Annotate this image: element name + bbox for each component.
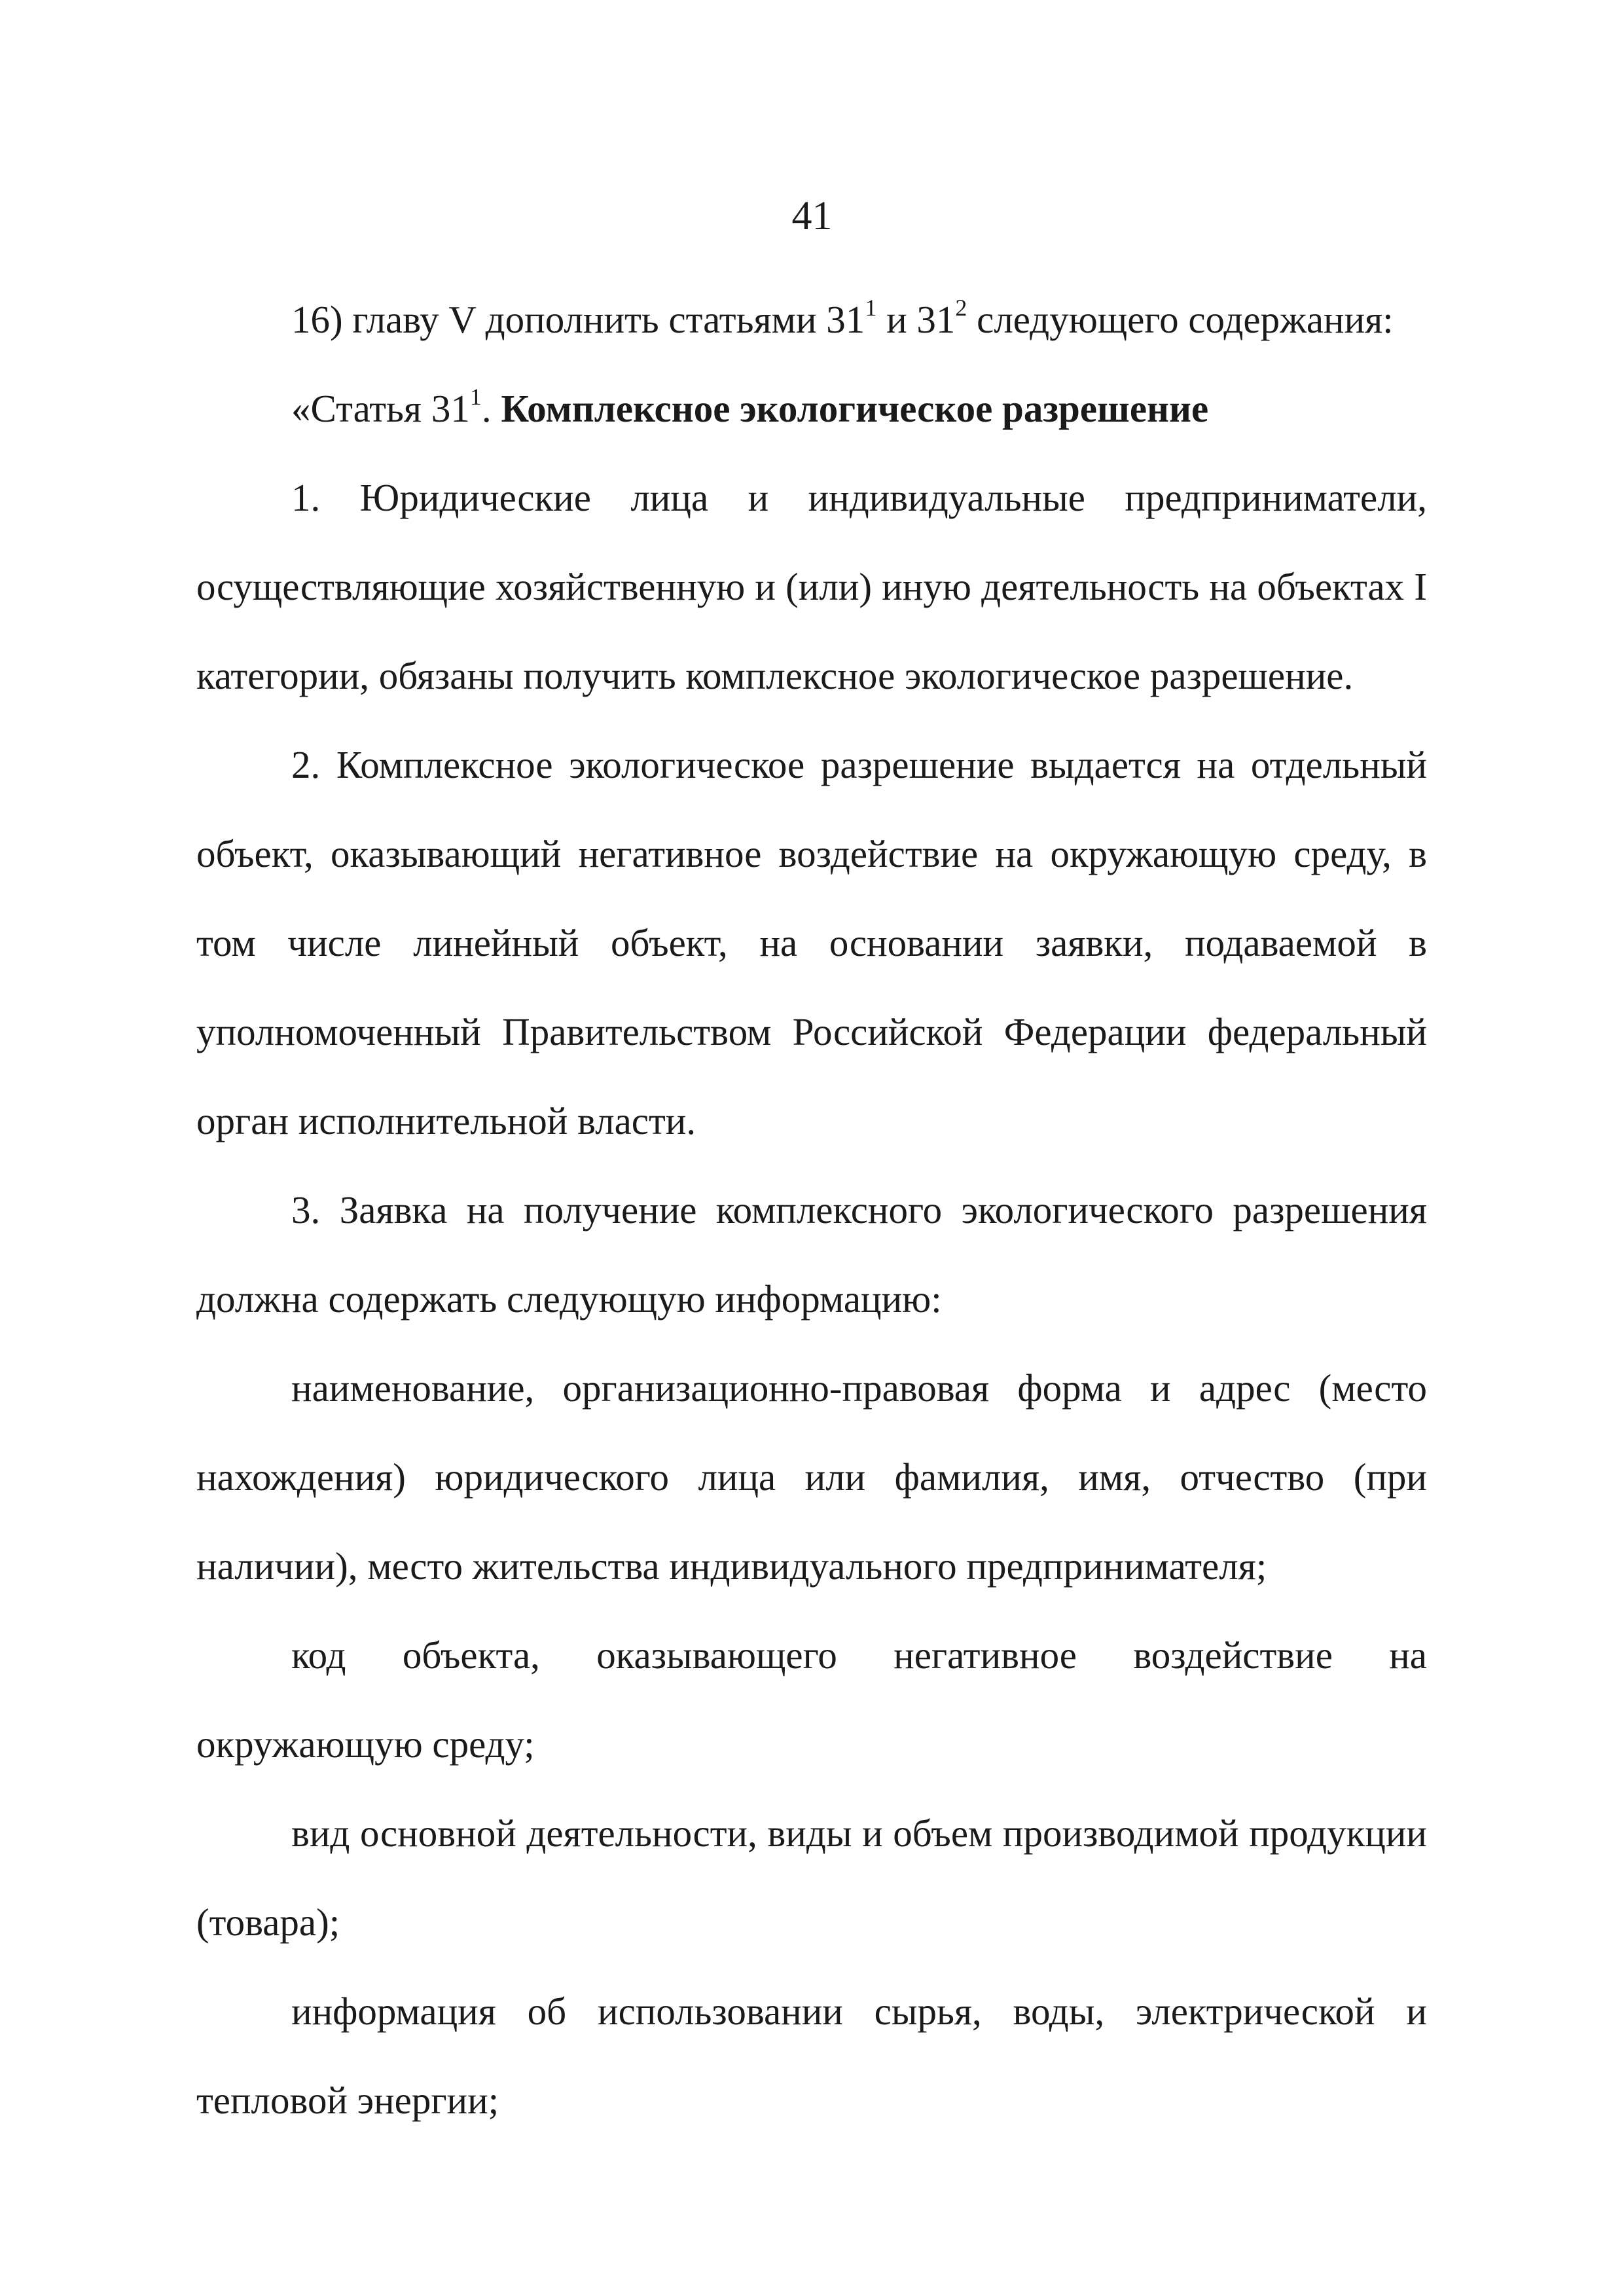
document-body — [196, 275, 1427, 2145]
intro-paragraph — [196, 275, 1427, 364]
paragraph-4: наименование, организационно-правовая форма и адрес (место нахождения) юридического лица или фамилия, имя, отчество (при наличии), место жительства индивидуального предпринимателя; — [196, 1366, 1427, 1588]
article-heading — [196, 364, 1427, 453]
article-prefix: «Статья 31 — [291, 387, 470, 430]
intro-text-end: следующего содержания: — [967, 298, 1394, 341]
paragraph-3: 3. Заявка на получение комплексного экологического разрешения должна содержать следующую информацию: — [196, 1188, 1427, 1321]
intro-superscript-2: 2 — [955, 295, 967, 321]
article-superscript: 1 — [469, 384, 482, 410]
intro-text-start: 16) главу V дополнить статьями 31 — [291, 298, 865, 341]
paragraph-5: код объекта, оказывающего негативное воздействие на окружающую среду; — [196, 1633, 1427, 1766]
paragraph-6: вид основной деятельности, виды и объем производимой продукции (товара); — [196, 1812, 1427, 1944]
paragraph-2: 2. Комплексное экологическое разрешение выдается на отдельный объект, оказывающий негативное воздействие на окружающую среду, в том числе линейный объект, на основании заявки, подаваемой в уполномоченный Правительством Российской Федерации федеральный орган исполнительной власти. — [196, 743, 1427, 1142]
intro-superscript-1: 1 — [865, 295, 877, 321]
paragraph-1: 1. Юридические лица и индивидуальные предприниматели, осуществляющие хозяйственную и (или) иную деятельность на объектах I категории, обязаны получить комплексное экологическое разрешение. — [196, 476, 1427, 697]
article-title: Комплексное экологическое разрешение — [501, 387, 1209, 430]
paragraph-7: информация об использовании сырья, воды, электрической и тепловой энергии; — [196, 1990, 1427, 2122]
intro-text-middle: и 31 — [876, 298, 956, 341]
page-number: 41 — [791, 194, 833, 238]
article-dot: . — [481, 387, 501, 430]
